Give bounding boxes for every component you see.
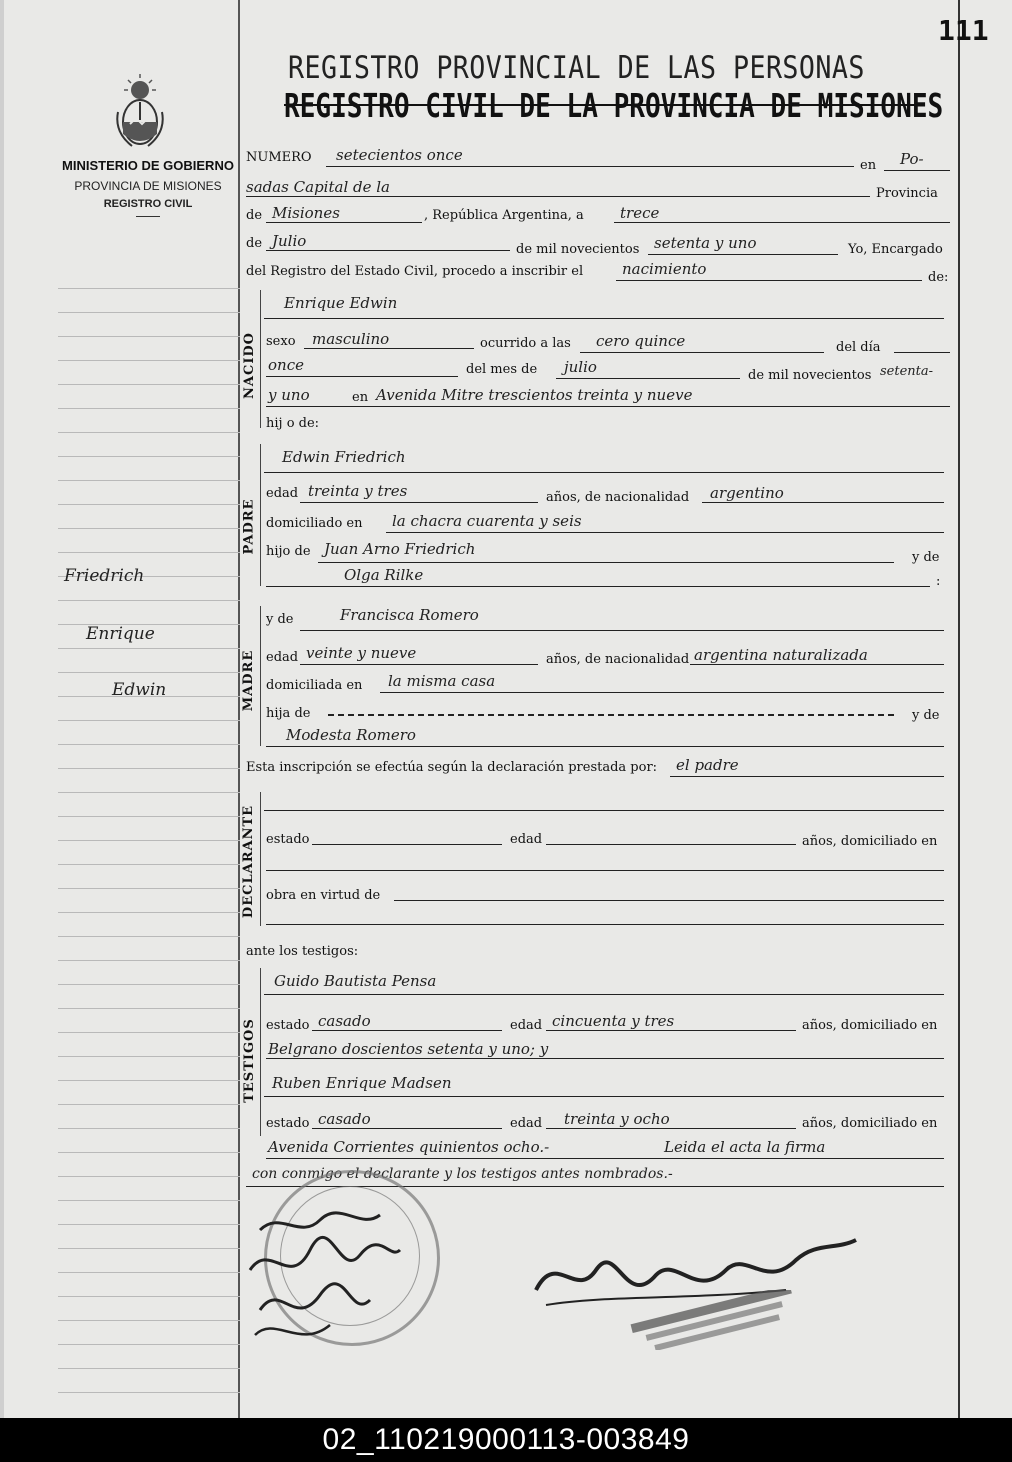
title-provincial-registry: REGISTRO PROVINCIAL DE LAS PERSONAS — [288, 50, 865, 86]
madre-grandmother-line — [266, 746, 944, 747]
testigo1-name-line — [264, 994, 944, 995]
testigo1-edad-label: edad — [510, 1018, 543, 1033]
testigo1-edad-value: cincuenta y tres — [552, 1012, 675, 1030]
padre-anios-label: años, de nacionalidad — [546, 490, 690, 505]
padre-edad-label: edad — [266, 486, 299, 501]
day-line — [614, 222, 950, 223]
hijo-de-label: hij o de: — [266, 416, 320, 431]
madre-section-label: MADRE — [241, 649, 257, 711]
testigo1-edad-line — [546, 1030, 796, 1031]
madre-name-value: Francisca Romero — [340, 606, 479, 624]
closing-text-a: Leida el acta la firma — [664, 1138, 826, 1156]
padre-hijo-de-label: hijo de — [266, 544, 311, 559]
provincia-label: Provincia — [876, 186, 938, 201]
nacido-name-value: Enrique Edwin — [284, 294, 398, 312]
ministry-name: MINISTERIO DE GOBIERNO — [62, 158, 234, 173]
declarante-section-label: DECLARANTE — [241, 804, 257, 918]
madre-grandmother-value: Modesta Romero — [286, 726, 416, 744]
numero-value: setecientos once — [336, 146, 463, 164]
yo-encargado-label: Yo, Encargado — [848, 242, 943, 257]
padre-nac-value: argentino — [710, 484, 784, 502]
de-colon-label: de: — [928, 270, 949, 285]
sexo-line — [304, 348, 474, 349]
declarante-edad-line — [546, 844, 796, 845]
testigo1-estado-line — [312, 1030, 502, 1031]
testigo2-edad-line — [546, 1128, 796, 1129]
padre-y-de-label: y de — [912, 550, 940, 565]
act-line — [616, 280, 922, 281]
testigo1-name-value: Guido Bautista Pensa — [274, 972, 437, 990]
declarante-edad-label: edad — [510, 832, 543, 847]
year-value: setenta y uno — [654, 234, 757, 252]
padre-domicilio-line — [386, 532, 944, 533]
act-value: nacimiento — [622, 260, 707, 278]
declaracion-label: Esta inscripción se efectúa según la declaración prestada por: — [246, 760, 658, 775]
declarante-name-line — [264, 810, 944, 811]
madre-edad-label: edad — [266, 650, 299, 665]
month-value: Julio — [272, 232, 307, 250]
madre-y-de-label-2: y de — [912, 708, 940, 723]
padre-name-value: Edwin Friedrich — [282, 448, 406, 466]
de-mil-label-2: de mil novecientos — [748, 368, 872, 383]
padre-domicilio-value: la chacra cuarenta y seis — [392, 512, 582, 530]
closing-line-a — [266, 1158, 944, 1159]
testigo2-estado-line — [312, 1128, 502, 1129]
declarante-estado-label: estado — [266, 832, 310, 847]
madre-nac-line — [690, 664, 944, 665]
declarante-estado-line — [312, 844, 502, 845]
testigo2-estado-value: casado — [318, 1110, 371, 1128]
closing-text-b: con conmigo el declarante y los testigos antes nombrados.- — [252, 1166, 673, 1182]
madre-domicilio-line — [380, 692, 944, 693]
dia-line — [266, 376, 458, 377]
numero-label: NUMERO — [246, 150, 312, 165]
declarante-extra-line — [266, 924, 944, 925]
hora-value: cero quince — [596, 332, 686, 350]
lugar-value: Avenida Mitre trescientos treinta y nueve — [376, 386, 693, 404]
padre-edad-line — [300, 502, 538, 503]
ante-testigos-label: ante los testigos: — [246, 944, 359, 959]
footer-code: 02_110219000113-003849 — [0, 1418, 1012, 1462]
place-line-b — [246, 196, 870, 197]
padre-edad-value: treinta y tres — [308, 482, 408, 500]
place-line-a — [884, 170, 950, 171]
nacido-section-label: NACIDO — [241, 331, 257, 399]
registrar-name-stamp-icon — [624, 1290, 804, 1350]
year-line — [648, 254, 838, 255]
de-label-2: de — [246, 236, 263, 251]
declarante-bracket — [260, 792, 261, 926]
madre-edad-value: veinte y nueve — [306, 644, 417, 662]
testigo1-estado-label: estado — [266, 1018, 310, 1033]
testigo1-domicilio-line — [266, 1058, 944, 1059]
madre-y-de-label: y de — [266, 612, 294, 627]
testigo2-name-value: Ruben Enrique Madsen — [272, 1074, 452, 1092]
madre-domicilio-label: domiciliada en — [266, 678, 363, 693]
del-dia-label: del día — [836, 340, 881, 355]
testigo1-domicilio-value: Belgrano doscientos setenta y uno; y — [268, 1040, 549, 1058]
declarante-obra-line — [394, 900, 944, 901]
mes-value: julio — [564, 358, 597, 376]
en-label: en — [860, 158, 877, 173]
declaracion-value: el padre — [676, 756, 739, 774]
month-line — [266, 250, 510, 251]
testigo2-name-line — [264, 1096, 944, 1097]
padre-father-line — [318, 562, 894, 563]
province-name: PROVINCIA DE MISIONES — [74, 179, 222, 193]
anio-value-a: setenta- — [880, 364, 934, 379]
padre-mother-value: Olga Rilke — [344, 566, 424, 584]
ocurrido-label: ocurrido a las — [480, 336, 571, 351]
nacido-name-line — [264, 318, 944, 319]
testigo2-anios-label: años, domiciliado en — [802, 1116, 938, 1131]
padre-nac-line — [702, 502, 944, 503]
nacido-bracket — [260, 290, 261, 428]
ministry-block — [60, 158, 236, 217]
numero-line — [326, 166, 854, 167]
testigo2-edad-label: edad — [510, 1116, 543, 1131]
day-value: trece — [620, 204, 660, 222]
sexo-label: sexo — [266, 334, 296, 349]
en-label-2: en — [352, 390, 369, 405]
declarante-obra-label: obra en virtud de — [266, 888, 381, 903]
testigos-section-label: TESTIGOS — [241, 1017, 257, 1103]
sexo-value: masculino — [312, 330, 390, 348]
declaracion-line — [670, 776, 944, 777]
de-label: de — [246, 208, 263, 223]
right-edge-line — [958, 0, 960, 1418]
lugar-line — [266, 406, 950, 407]
witness-signatures-icon — [240, 1200, 410, 1360]
hora-line — [580, 352, 824, 353]
mes-line — [556, 378, 740, 379]
padre-section-label: PADRE — [241, 498, 257, 554]
anio-value-b: y uno — [268, 386, 310, 404]
testigo2-edad-value: treinta y ocho — [564, 1110, 670, 1128]
declarante-anios-label: años, domiciliado en — [802, 834, 938, 849]
dia-line-a — [894, 352, 950, 353]
madre-nac-value: argentina naturalizada — [694, 646, 868, 664]
del-mes-label: del mes de — [466, 362, 538, 377]
madre-name-line — [300, 630, 944, 631]
declarante-domicilio-line — [266, 870, 944, 871]
madre-bracket — [260, 606, 261, 746]
padre-name-line — [264, 472, 944, 473]
padre-father-value: Juan Arno Friedrich — [324, 540, 476, 558]
de-mil-label: de mil novecientos — [516, 242, 640, 257]
margin-name-first: Enrique — [86, 624, 155, 644]
madre-domicilio-value: la misma casa — [388, 672, 496, 690]
dia-value: once — [268, 356, 304, 374]
margin-name-second: Edwin — [112, 680, 167, 700]
padre-bracket — [260, 444, 261, 586]
registry-name: REGISTRO CIVIL — [103, 198, 193, 210]
republica-label: , República Argentina, a — [424, 208, 584, 223]
title-struck-registry: REGISTRO CIVIL DE LA PROVINCIA DE MISIONES — [284, 86, 944, 125]
place-value-b: sadas Capital de la — [246, 178, 390, 196]
coat-of-arms-icon — [112, 72, 168, 154]
left-edge — [0, 0, 4, 1418]
testigo2-domicilio-value: Avenida Corrientes quinientos ocho.- — [268, 1138, 550, 1156]
testigo1-anios-label: años, domiciliado en — [802, 1018, 938, 1033]
madre-edad-line — [300, 664, 538, 665]
testigo1-estado-value: casado — [318, 1012, 371, 1030]
province-value: Misiones — [272, 204, 340, 222]
province-line — [266, 222, 422, 223]
madre-anios-label: años, de nacionalidad — [546, 652, 690, 667]
madre-father-dashed-line — [328, 714, 894, 716]
registro-label: del Registro del Estado Civil, procedo a inscribir el — [246, 264, 584, 279]
title-strikethrough — [284, 104, 920, 106]
testigos-bracket — [260, 968, 261, 1136]
padre-domicilio-label: domiciliado en — [266, 516, 363, 531]
madre-hija-de-label: hija de — [266, 706, 311, 721]
margin-name-surname: Friedrich — [64, 566, 145, 586]
page-number: 111 — [938, 14, 989, 47]
place-value-a: Po- — [900, 150, 924, 168]
padre-colon: : — [936, 574, 941, 589]
padre-mother-line — [266, 586, 930, 587]
testigo2-estado-label: estado — [266, 1116, 310, 1131]
